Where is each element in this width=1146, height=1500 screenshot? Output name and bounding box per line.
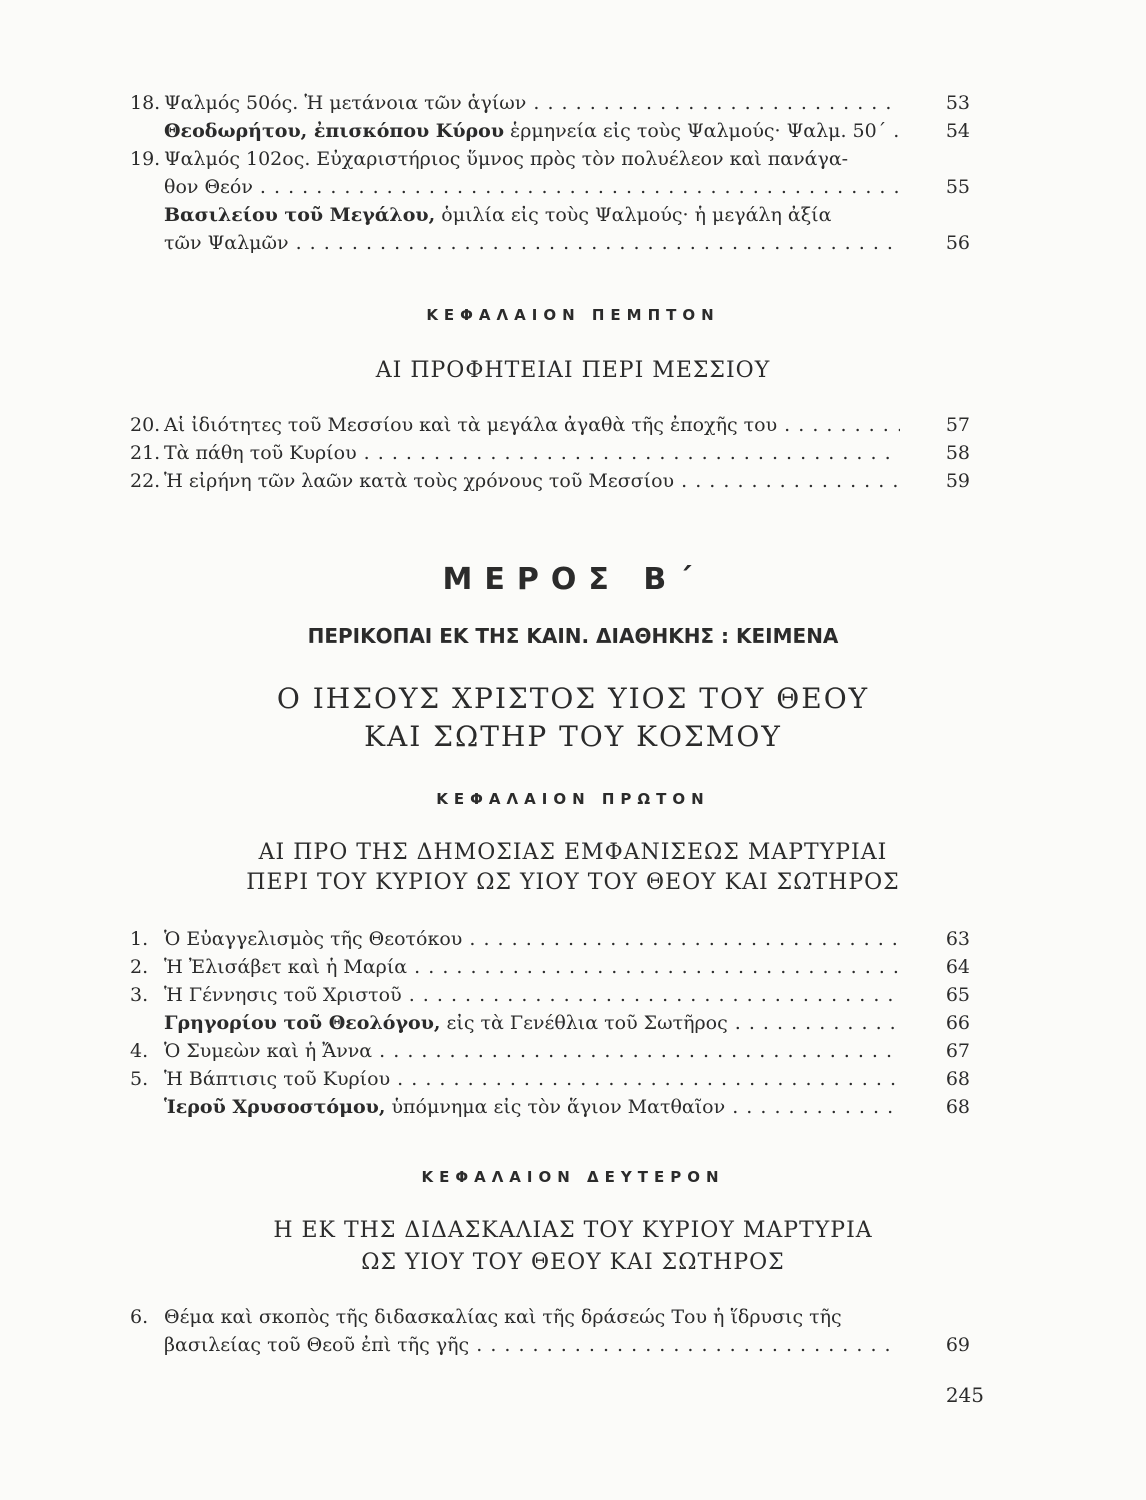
entry-number: 18. (130, 92, 161, 114)
toc-entry (130, 926, 970, 954)
entry-title (160, 1066, 900, 1092)
entry-number: 19. (130, 148, 161, 170)
entry-text: ἑρμηνεία εἰς τοὺς Ψαλμούς· Ψαλμ. 50΄ (504, 120, 887, 142)
entry-text: Ἡ εἰρήνη τῶν λαῶν κατὰ τοὺς χρόνους τοῦ Μεσσίου (164, 470, 675, 492)
entry-title (160, 926, 900, 952)
chapter1-heading: ΚΕΦΑΛΑΙΟΝ ΠΡΩΤΟΝ (436, 790, 710, 808)
entry-page: 55 (945, 176, 970, 198)
entry-title (160, 202, 900, 228)
part-b-title-line1: Ο ΙΗΣΟΥΣ ΧΡΙΣΤΟΣ ΥΙΟΣ ΤΟΥ ΘΕΟΥ (276, 682, 870, 715)
chapter5-title: ΑΙ ΠΡΟΦΗΤΕΙΑΙ ΠΕΡΙ ΜΕΣΣΙΟΥ (375, 358, 771, 383)
entry-page: 58 (945, 442, 970, 464)
toc-entry (130, 1332, 970, 1360)
entry-title (160, 440, 900, 466)
entry-title (160, 982, 900, 1008)
entry-page: 65 (945, 984, 970, 1006)
entry-page: 63 (945, 928, 970, 950)
toc-entry (130, 412, 970, 440)
entry-text: Ἡ Γέννησις τοῦ Χριστοῦ (164, 984, 402, 1006)
toc-entry (130, 1304, 970, 1332)
toc-entry (130, 440, 970, 468)
entry-text: Τὰ πάθη τοῦ Κυρίου (164, 442, 357, 464)
entry-title (160, 468, 900, 494)
chapter2-heading: ΚΕΦΑΛΑΙΟΝ ΔΕΥΤΕΡΟΝ (421, 1168, 725, 1186)
entry-text: ὑπόμνημα εἰς τὸν ἅγιον Ματθαῖον (385, 1096, 726, 1118)
entry-page: 64 (945, 956, 970, 978)
toc-chapter1 (130, 926, 970, 1122)
entry-author: Θεοδωρήτου, ἐπισκόπου Κύρου (164, 120, 504, 142)
entry-text: βασιλείας τοῦ Θεοῦ ἐπὶ τῆς γῆς (164, 1334, 470, 1356)
chapter5-heading: ΚΕΦΑΛΑΙΟΝ ΠΕΜΠΤΟΝ (426, 306, 720, 324)
entry-text: θον Θεόν (164, 176, 253, 198)
entry-title (160, 1010, 900, 1036)
toc-entry (130, 982, 970, 1010)
entry-text: ὁμιλία εἰς τοὺς Ψαλμούς· ἡ μεγάλη ἀξία (435, 204, 832, 226)
part-b-heading: ΜΕΡΟΣ Β΄ (442, 562, 704, 597)
entry-page: 67 (945, 1040, 970, 1062)
entry-number: 20. (130, 414, 161, 436)
entry-title (160, 1332, 900, 1358)
toc-entry (130, 1094, 970, 1122)
toc-section-a (130, 90, 970, 258)
toc-entry (130, 118, 970, 146)
entry-number: 21. (130, 442, 161, 464)
entry-author: Γρηγορίου τοῦ Θεολόγου, (164, 1012, 441, 1034)
entry-page: 66 (945, 1012, 970, 1034)
toc-entry (130, 1010, 970, 1038)
entry-page: 57 (945, 414, 970, 436)
toc-entry (130, 954, 970, 982)
page-number: 245 (945, 1383, 984, 1407)
toc-entry (130, 174, 970, 202)
entry-text: τῶν Ψαλμῶν (164, 232, 289, 254)
entry-title (160, 118, 900, 144)
entry-text: Αἱ ἰδιότητες τοῦ Μεσσίου καὶ τὰ μεγάλα ἀγαθὰ τῆς ἐποχῆς του (164, 414, 778, 436)
toc-chapter5 (130, 412, 970, 496)
entry-title (160, 1094, 900, 1120)
chapter1-title-line2: ΠΕΡΙ ΤΟΥ ΚΥΡΙΟΥ ΩΣ ΥΙΟΥ ΤΟΥ ΘΕΟΥ ΚΑΙ ΣΩΤΗΡΟΣ (246, 870, 900, 895)
entry-number: 6. (130, 1306, 149, 1328)
entry-page: 56 (945, 232, 970, 254)
entry-title (160, 954, 900, 980)
entry-number: 1. (130, 928, 149, 950)
entry-page: 53 (945, 92, 970, 114)
entry-text: Ψαλμός 50ός. Ἡ μετάνοια τῶν ἁγίων (164, 92, 527, 114)
entry-text: Ὁ Εὐαγγελισμὸς τῆς Θεοτόκου (164, 928, 463, 950)
entry-title (160, 412, 900, 438)
entry-number: 3. (130, 984, 149, 1006)
toc-entry (130, 1066, 970, 1094)
toc-chapter2 (130, 1304, 970, 1360)
chapter2-title-line1: Η ΕΚ ΤΗΣ ΔΙΔΑΣΚΑΛΙΑΣ ΤΟΥ ΚΥΡΙΟΥ ΜΑΡΤΥΡΙΑ (273, 1218, 873, 1243)
entry-title (160, 90, 900, 116)
entry-text: Θέμα καὶ σκοπὸς τῆς διδασκαλίας καὶ τῆς δράσεώς Του ἡ ἵδρυσις τῆς (164, 1306, 842, 1328)
entry-author: Βασιλείου τοῦ Μεγάλου, (164, 204, 436, 226)
entry-page: 68 (945, 1068, 970, 1090)
entry-page: 68 (945, 1096, 970, 1118)
toc-entry (130, 1038, 970, 1066)
entry-number: 2. (130, 956, 149, 978)
chapter1-title-line1: ΑΙ ΠΡΟ ΤΗΣ ΔΗΜΟΣΙΑΣ ΕΜΦΑΝΙΣΕΩΣ ΜΑΡΤΥΡΙΑΙ (258, 840, 888, 865)
entry-author: Ἱεροῦ Χρυσοστόμου, (164, 1096, 386, 1118)
toc-entry (130, 202, 970, 230)
part-b-subheading: ΠΕΡΙΚΟΠΑΙ ΕΚ ΤΗΣ ΚΑΙΝ. ΔΙΑΘΗΚΗΣ : ΚΕΙΜΕΝΑ (307, 624, 839, 648)
entry-page: 54 (945, 120, 970, 142)
entry-title (160, 146, 900, 172)
entry-title (160, 1038, 900, 1064)
chapter2-title-line2: ΩΣ ΥΙΟΥ ΤΟΥ ΘΕΟΥ ΚΑΙ ΣΩΤΗΡΟΣ (361, 1250, 785, 1275)
entry-title (160, 174, 900, 200)
entry-text: Ἡ Ἐλισάβετ καὶ ἡ Μαρία (164, 956, 408, 978)
toc-entry (130, 230, 970, 258)
entry-text: εἰς τὰ Γενέθλια τοῦ Σωτῆρος (440, 1012, 728, 1034)
entry-page: 69 (945, 1334, 970, 1356)
toc-entry (130, 90, 970, 118)
entry-number: 4. (130, 1040, 149, 1062)
entry-number: 5. (130, 1068, 149, 1090)
entry-page: 59 (945, 470, 970, 492)
entry-title (160, 230, 900, 256)
part-b-title-line2: ΚΑΙ ΣΩΤΗΡ ΤΟΥ ΚΟΣΜΟΥ (364, 720, 782, 753)
toc-entry (130, 146, 970, 174)
entry-text: Ἡ Βάπτισις τοῦ Κυρίου (164, 1068, 391, 1090)
entry-text: Ὁ Συμεὼν καὶ ἡ Ἄννα (164, 1040, 373, 1062)
entry-number: 22. (130, 470, 161, 492)
toc-entry (130, 468, 970, 496)
entry-title (160, 1304, 900, 1330)
entry-text: Ψαλμός 102ος. Εὐχαριστήριος ὕμνος πρὸς τὸν πολυέλεον καὶ πανάγα- (164, 148, 849, 170)
